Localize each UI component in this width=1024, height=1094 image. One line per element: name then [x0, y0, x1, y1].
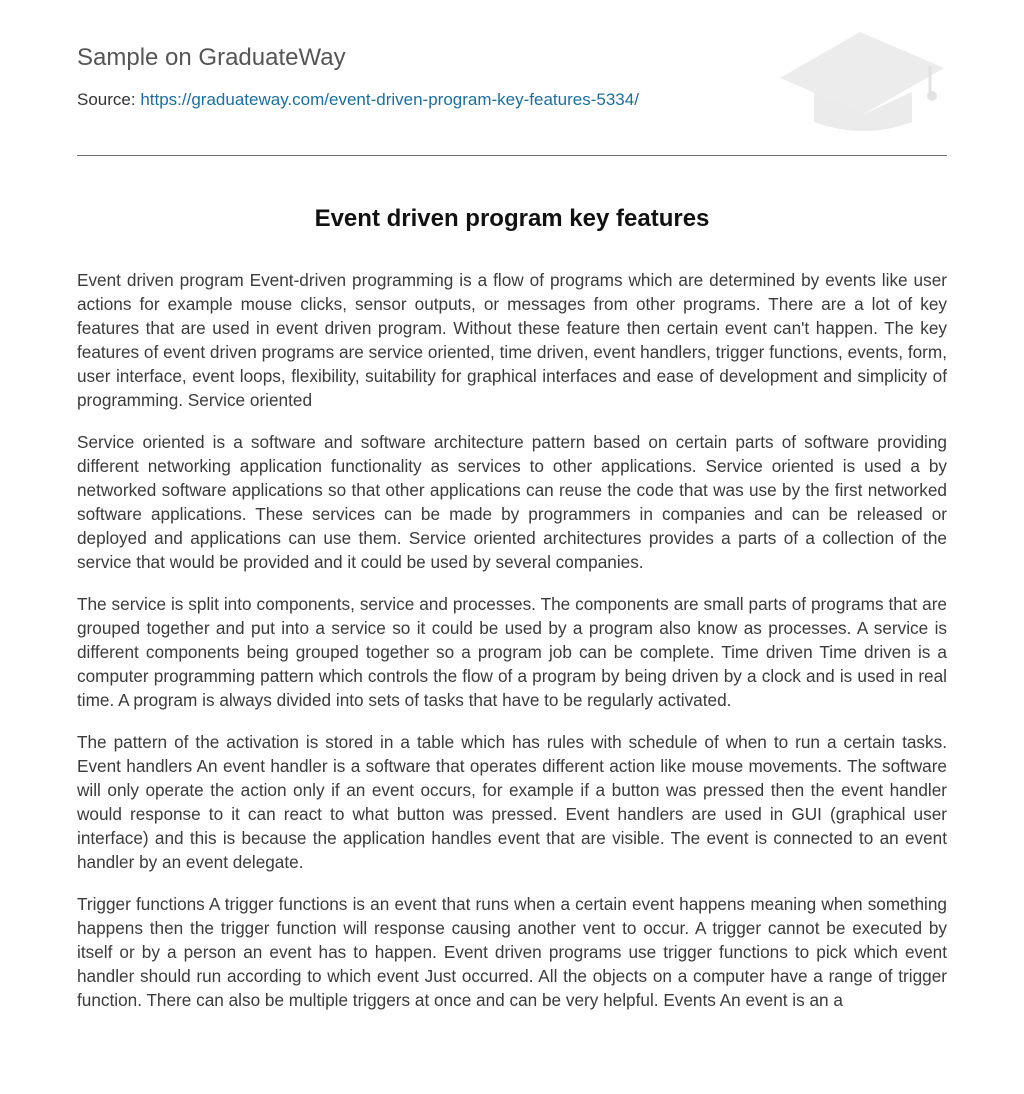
paragraph: Event driven program Event-driven programming is a flow of programs which are determined by events like user actions for example mouse clicks, sensor outputs, or messages from other programs. There are a lot of key features that are used in event driven program. Without these feature then certain event can't happen. The key features of event driven programs are service oriented, time driven, event handlers, trigger functions, events, form, user interface, event loops, flexibility, suitability for graphical interfaces and ease of development and simplicity of programming. Service oriented — [77, 270, 947, 410]
site-title: Sample on GraduateWay — [77, 44, 346, 71]
page-header — [77, 0, 947, 156]
paragraph: The pattern of the activation is stored in a table which has rules with schedule of when to run a certain tasks. Event handlers An event handler is a software that operates different action like mouse movements. The software will only operate the action only if an event occurs, for example if a button was pressed then the event handler would response to it can react to what button was pressed. Event handlers are used in GUI (graphical user interface) and this is because the application handles event that are visible. The event is connected to an event handler by an event delegate. — [77, 732, 947, 872]
source-line — [77, 90, 639, 110]
source-link[interactable]: https://graduateway.com/event-driven-program-key-features-5334/ — [140, 90, 639, 109]
paragraph: Service oriented is a software and software architecture pattern based on certain parts of software providing different networking application functionality as services to other applications. Service oriented is used a by networked software applications so that other applications can reuse the code that was use by the first networked software applications. These services can be made by programmers in companies and can be released or deployed and applications can use them. Service oriented architectures provides a parts of a collection of the service that would be provided and it could be used by several companies. — [77, 432, 947, 572]
document-body — [77, 268, 947, 1030]
paragraph: Trigger functions A trigger functions is an event that runs when a certain event happens meaning when something happens then the trigger function will response causing another vent to occur. A trigger cannot be executed by itself or by a person an event has to happen. Event driven programs use trigger functions to pick which event handler should run according to which event Just occurred. All the objects on a computer have a range of trigger function. There can also be multiple triggers at once and can be very helpful. Events An event is an a — [77, 894, 947, 1010]
paragraph: The service is split into components, service and processes. The components are small parts of programs that are grouped together and put into a service so it could be used by a program also know as processes. A service is different components being grouped together so a program job can be complete. Time driven Time driven is a computer programming pattern which controls the flow of a program by being driven by a clock and is used in real time. A program is always divided into sets of tasks that have to be regularly activated. — [77, 594, 947, 710]
document-title: Event driven program key features — [314, 205, 710, 232]
header-divider — [77, 155, 947, 156]
graduation-cap-icon — [780, 30, 948, 134]
source-label: Source: — [77, 90, 136, 109]
